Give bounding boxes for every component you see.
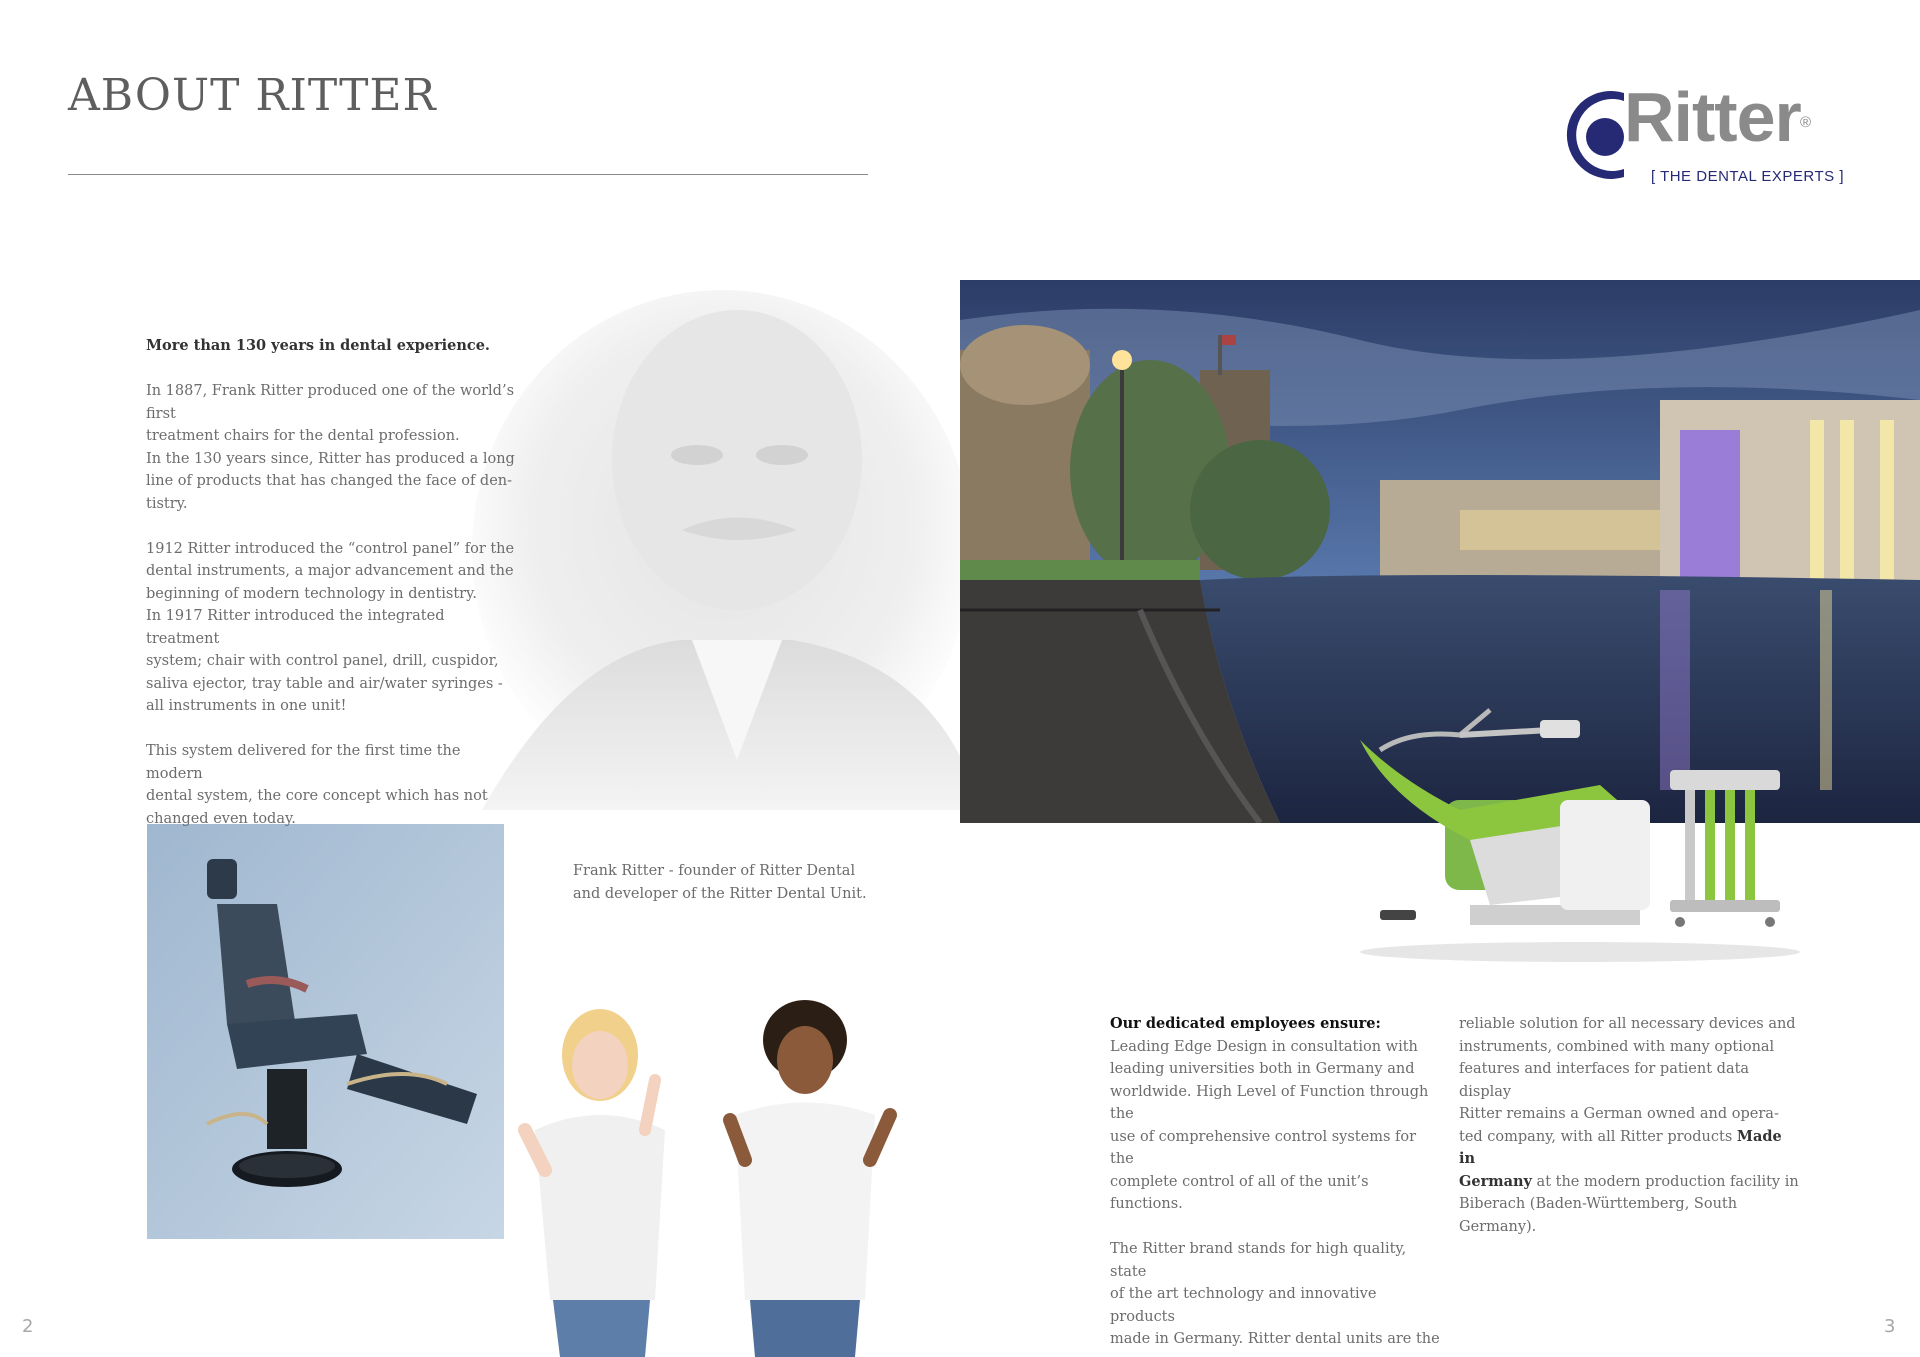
ritter-logo bbox=[1558, 78, 1844, 190]
intro-p2-line: saliva ejector, tray table and air/water syringes - bbox=[146, 675, 503, 692]
employees-line: leading universities both in Germany and bbox=[1110, 1061, 1415, 1077]
employees-line: Leading Edge Design in consultation with bbox=[1110, 1038, 1418, 1055]
column-2-line: instruments, combined with many optional bbox=[1459, 1038, 1775, 1055]
employees-line: complete control of all of the unit’s functions. bbox=[1110, 1173, 1369, 1212]
brand-line: made in Germany. Ritter dental units are the bbox=[1110, 1331, 1440, 1347]
intro-p2-line: system; chair with control panel, drill, cuspidor, bbox=[146, 653, 499, 669]
made-in-bold: Made in bbox=[1459, 1127, 1782, 1167]
logo-wordmark: Ritter bbox=[1624, 78, 1801, 156]
intro-p3-line: dental system, the core concept which has not bbox=[146, 788, 488, 804]
column-2-line: Biberach (Baden-Württemberg, South Germany). bbox=[1459, 1196, 1738, 1235]
column-2-text: ted company, with all Ritter products bbox=[1459, 1128, 1737, 1145]
intro-p1-line: tistry. bbox=[146, 495, 188, 512]
intro-p2-line: dental instruments, a major advancement and the bbox=[146, 563, 514, 579]
column-2-line bbox=[1459, 1171, 1799, 1194]
employees-peace-sign-image bbox=[505, 1000, 925, 1357]
employees-line: use of comprehensive control systems for the bbox=[1110, 1128, 1417, 1167]
intro-p3-line: changed even today. bbox=[146, 810, 296, 827]
column-2-line bbox=[1459, 1126, 1799, 1171]
page-title: ABOUT RITTER bbox=[68, 70, 437, 121]
antique-dental-chair-photo bbox=[147, 824, 504, 1239]
employees-column-2 bbox=[1459, 1013, 1799, 1238]
column-2-line: Ritter remains a German owned and opera- bbox=[1459, 1106, 1779, 1122]
intro-text-block bbox=[146, 335, 516, 830]
intro-p1-line: treatment chairs for the dental profession. bbox=[146, 428, 460, 444]
intro-heading: More than 130 years in dental experience. bbox=[146, 337, 490, 354]
employees-line: worldwide. High Level of Function through the bbox=[1110, 1083, 1429, 1122]
caption-line: and developer of the Ritter Dental Unit. bbox=[573, 885, 867, 902]
column-2-line: reliable solution for all necessary devices and bbox=[1459, 1016, 1796, 1032]
brand-line: The Ritter brand stands for high quality, state bbox=[1110, 1241, 1407, 1280]
intro-p2-line: In 1917 Ritter introduced the integrated treatment bbox=[146, 608, 445, 647]
intro-p3-line: This system delivered for the first time the modern bbox=[146, 743, 461, 782]
intro-p2-line: beginning of modern technology in dentistry. bbox=[146, 585, 477, 602]
title-divider bbox=[68, 174, 868, 175]
page-number-right: 3 bbox=[1884, 1316, 1896, 1337]
page-number-left: 2 bbox=[22, 1316, 34, 1337]
caption-line: Frank Ritter - founder of Ritter Dental bbox=[573, 863, 856, 879]
intro-p1-line: line of products that has changed the face of den- bbox=[146, 473, 513, 489]
employees-column-1 bbox=[1110, 1013, 1440, 1351]
logo-tagline: [ THE DENTAL EXPERTS ] bbox=[1651, 168, 1844, 185]
column-2-line: features and interfaces for patient data display bbox=[1459, 1061, 1750, 1100]
intro-p2-line: all instruments in one unit! bbox=[146, 698, 347, 714]
intro-p1-line: In the 130 years since, Ritter has produced a long bbox=[146, 450, 515, 467]
founder-portrait-image bbox=[452, 290, 962, 810]
founder-caption bbox=[573, 860, 873, 905]
intro-p2-line: 1912 Ritter introduced the “control panel” for the bbox=[146, 540, 515, 557]
employees-heading: Our dedicated employees ensure: bbox=[1110, 1015, 1381, 1032]
intro-p1-line: In 1887, Frank Ritter produced one of the world’s first bbox=[146, 383, 515, 422]
brand-line: of the art technology and innovative products bbox=[1110, 1286, 1377, 1325]
modern-dental-unit-image bbox=[1340, 690, 1820, 965]
column-2-text: at the modern production facility in bbox=[1531, 1173, 1799, 1190]
germany-bold: Germany bbox=[1459, 1172, 1532, 1190]
registered-mark: ® bbox=[1800, 114, 1812, 131]
